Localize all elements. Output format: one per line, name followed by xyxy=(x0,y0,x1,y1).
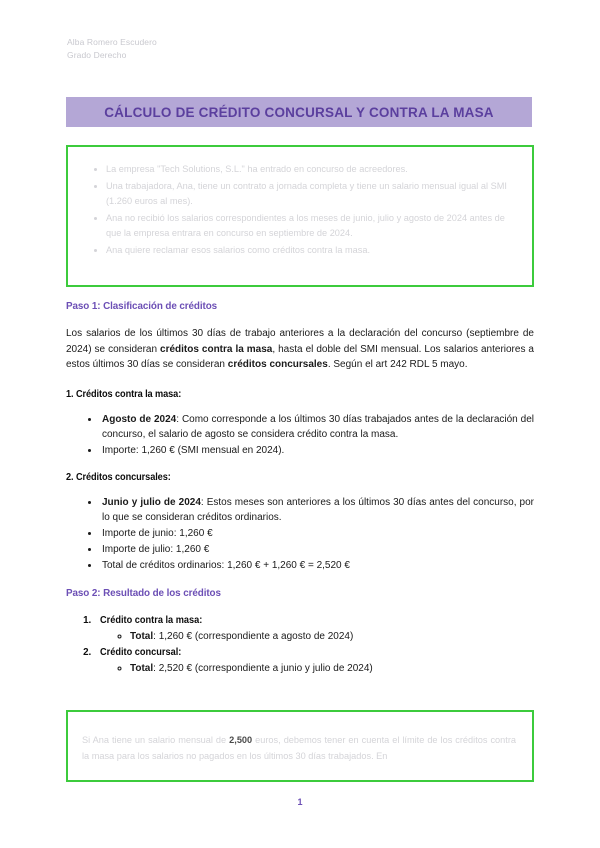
list-item: • Una trabajadora, Ana, tiene un contrato a jornada completa y tiene un salario mensual igual al SMI (1.260 euros al mes). xyxy=(106,179,518,210)
note-paragraph xyxy=(68,712,532,764)
paragraph-part-2: , hasta el doble del SMI mensual. Los salarios anteriores a estos últimos 30 días se consideran xyxy=(66,343,534,370)
salary-limit-note-box xyxy=(66,710,534,782)
list-item xyxy=(100,558,534,573)
list-item xyxy=(100,542,534,557)
numbered-item-label: Crédito concursal: xyxy=(100,646,182,658)
sub-item-text: : 2,520 € (correspondiente a junio y julio de 2024) xyxy=(153,662,373,674)
list-item xyxy=(130,629,534,645)
sub-list xyxy=(100,629,534,645)
bullet-text: Importe de julio: 1,260 € xyxy=(102,543,210,555)
bullet-text: Importe de junio: 1,260 € xyxy=(102,527,213,539)
list-item xyxy=(100,526,534,541)
paragraph-part-3: . Según el art 242 RDL 5 mayo. xyxy=(327,359,468,370)
case-facts-list xyxy=(68,147,532,258)
sub-item-bold-label: Total xyxy=(130,662,154,674)
bullet-bold-label: Agosto de 2024 xyxy=(102,413,177,425)
page-title: CÁLCULO DE CRÉDITO CONCURSAL Y CONTRA LA MASA xyxy=(104,104,494,120)
list-item xyxy=(94,613,534,645)
bullet-text: : Estos meses son anteriores a los últimos 30 días antes del concurso, por lo que se consideran créditos ordinarios. xyxy=(102,496,535,523)
sub-item-text: : 1,260 € (correspondiente a agosto de 2024) xyxy=(153,630,354,642)
list-item xyxy=(100,412,534,442)
heading-step-2: Paso 2: Resultado de los créditos xyxy=(66,586,221,599)
paragraph-bold-2: créditos concursales xyxy=(227,359,328,370)
author-name: Alba Romero Escudero xyxy=(67,37,157,47)
list-item xyxy=(100,495,534,525)
heading-step-1: Paso 1: Clasificación de créditos xyxy=(66,300,218,312)
list-item: • Ana quiere reclamar esos salarios como créditos contra la masa. xyxy=(106,243,518,259)
numbered-item-label: Crédito contra la masa: xyxy=(100,614,203,626)
bullet-text: : Como corresponde a los últimos 30 días trabajados antes de la declaración del concurso, el salario de agosto se considera crédito contra la masa. xyxy=(102,413,535,440)
heading-section-2: 2. Créditos concursales: xyxy=(66,471,171,483)
bullet-text: Importe: 1,260 € (SMI mensual en 2024). xyxy=(102,444,285,456)
heading-section-1: 1. Créditos contra la masa: xyxy=(66,388,182,400)
note-part-2: euros, debemos tener en cuenta el límite de los créditos contra la masa para los salarios no pagados en los últimos 30 días trabajados. En xyxy=(82,735,516,761)
list-item: • La empresa "Tech Solutions, S.L." ha entrado en concurso de acreedores. xyxy=(106,162,518,178)
program-name: Grado Derecho xyxy=(67,50,127,60)
list-item xyxy=(94,645,534,677)
bullet-text: Total de créditos ordinarios: 1,260 € + 1,260 € = 2,520 € xyxy=(102,559,350,571)
section-2-bullet-list xyxy=(66,495,534,573)
document-title-banner xyxy=(66,97,532,127)
sub-list xyxy=(100,661,534,677)
document-body xyxy=(66,300,534,677)
paragraph-part-1: Los salarios de los últimos 30 días de trabajo anteriores a la declaración del concurso (septiembre de 2024) se consideran xyxy=(66,328,534,355)
note-bold-amount: 2,500 xyxy=(229,735,253,745)
page-number: 1 xyxy=(297,797,303,807)
step-1-paragraph xyxy=(66,326,534,373)
document-header-meta xyxy=(67,36,157,62)
note-part-1: Si Ana tiene un salario mensual de xyxy=(82,735,230,745)
section-1-bullet-list xyxy=(66,412,534,458)
bullet-bold-label: Junio y julio de 2024 xyxy=(102,496,201,508)
list-item xyxy=(130,661,534,677)
paragraph-bold-1: créditos contra la masa xyxy=(160,343,273,355)
step-2-numbered-list xyxy=(66,613,534,677)
list-item xyxy=(100,443,534,458)
case-facts-box xyxy=(66,145,534,287)
list-item: • Ana no recibió los salarios correspondientes a los meses de junio, julio y agosto de 2024 antes de que la empresa entrara en concurso en septiembre de 2024. xyxy=(106,211,518,242)
sub-item-bold-label: Total xyxy=(130,630,154,642)
